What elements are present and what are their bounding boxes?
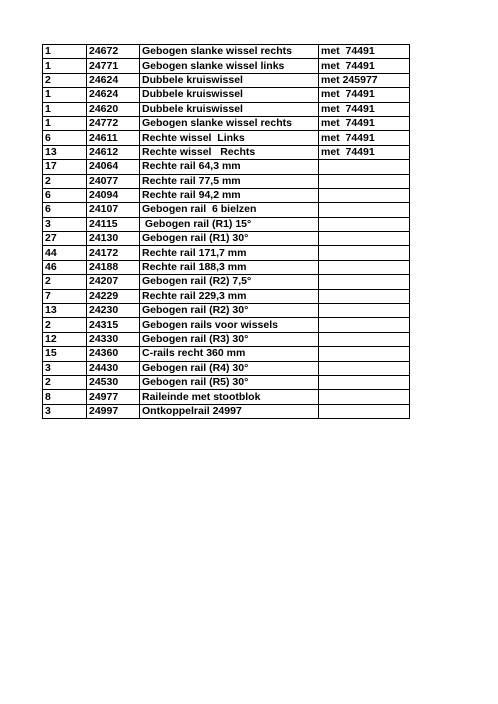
article-number-cell: 24315 bbox=[87, 318, 140, 332]
table-row bbox=[43, 332, 410, 346]
note-cell: met 245977 bbox=[319, 73, 410, 87]
quantity-cell: 6 bbox=[43, 188, 87, 202]
article-number-cell: 24230 bbox=[87, 304, 140, 318]
quantity-cell: 2 bbox=[43, 174, 87, 188]
note-cell bbox=[319, 160, 410, 174]
article-number-cell: 24115 bbox=[87, 217, 140, 231]
description-cell: Dubbele kruiswissel bbox=[140, 102, 319, 116]
quantity-cell: 44 bbox=[43, 246, 87, 260]
description-cell: Gebogen rail (R3) 30° bbox=[140, 332, 319, 346]
quantity-cell: 3 bbox=[43, 404, 87, 418]
quantity-cell: 13 bbox=[43, 145, 87, 159]
quantity-cell: 3 bbox=[43, 361, 87, 375]
quantity-cell: 12 bbox=[43, 332, 87, 346]
description-cell: Gebogen slanke wissel rechts bbox=[140, 45, 319, 59]
description-cell: Rechte rail 229,3 mm bbox=[140, 289, 319, 303]
article-number-cell: 24771 bbox=[87, 59, 140, 73]
quantity-cell: 1 bbox=[43, 88, 87, 102]
table-row bbox=[43, 88, 410, 102]
table-row bbox=[43, 289, 410, 303]
note-cell bbox=[319, 390, 410, 404]
note-cell: met 74491 bbox=[319, 102, 410, 116]
article-number-cell: 24130 bbox=[87, 232, 140, 246]
article-number-cell: 24330 bbox=[87, 332, 140, 346]
article-number-cell: 24172 bbox=[87, 246, 140, 260]
quantity-cell: 13 bbox=[43, 304, 87, 318]
parts-sheet bbox=[42, 44, 410, 419]
description-cell: Rechte rail 64,3 mm bbox=[140, 160, 319, 174]
note-cell bbox=[319, 375, 410, 389]
note-cell: met 74491 bbox=[319, 59, 410, 73]
table-row bbox=[43, 347, 410, 361]
description-cell: Gebogen rails voor wissels bbox=[140, 318, 319, 332]
note-cell bbox=[319, 232, 410, 246]
article-number-cell: 24611 bbox=[87, 131, 140, 145]
table-row bbox=[43, 203, 410, 217]
table-row bbox=[43, 390, 410, 404]
table-row bbox=[43, 232, 410, 246]
quantity-cell: 3 bbox=[43, 217, 87, 231]
quantity-cell: 2 bbox=[43, 275, 87, 289]
note-cell bbox=[319, 174, 410, 188]
description-cell: Rechte rail 77,5 mm bbox=[140, 174, 319, 188]
description-cell: Dubbele kruiswissel bbox=[140, 73, 319, 87]
article-number-cell: 24672 bbox=[87, 45, 140, 59]
table-row bbox=[43, 131, 410, 145]
description-cell: Rechte rail 171,7 mm bbox=[140, 246, 319, 260]
table-row bbox=[43, 73, 410, 87]
note-cell bbox=[319, 260, 410, 274]
quantity-cell: 17 bbox=[43, 160, 87, 174]
article-number-cell: 24107 bbox=[87, 203, 140, 217]
article-number-cell: 24188 bbox=[87, 260, 140, 274]
note-cell bbox=[319, 275, 410, 289]
description-cell: Gebogen rail (R5) 30° bbox=[140, 375, 319, 389]
parts-table-body bbox=[43, 45, 410, 419]
quantity-cell: 2 bbox=[43, 318, 87, 332]
description-cell: Rechte rail 188,3 mm bbox=[140, 260, 319, 274]
table-row bbox=[43, 217, 410, 231]
table-row bbox=[43, 188, 410, 202]
table-row bbox=[43, 246, 410, 260]
table-row bbox=[43, 116, 410, 130]
quantity-cell: 46 bbox=[43, 260, 87, 274]
note-cell bbox=[319, 217, 410, 231]
table-row bbox=[43, 304, 410, 318]
table-row bbox=[43, 260, 410, 274]
parts-table bbox=[42, 44, 410, 419]
description-cell: Gebogen rail (R2) 30° bbox=[140, 304, 319, 318]
quantity-cell: 8 bbox=[43, 390, 87, 404]
quantity-cell: 6 bbox=[43, 131, 87, 145]
quantity-cell: 15 bbox=[43, 347, 87, 361]
table-row bbox=[43, 59, 410, 73]
description-cell: Gebogen rail (R1) 30° bbox=[140, 232, 319, 246]
description-cell: Rechte wissel Rechts bbox=[140, 145, 319, 159]
table-row bbox=[43, 145, 410, 159]
article-number-cell: 24620 bbox=[87, 102, 140, 116]
description-cell: Ontkoppelrail 24997 bbox=[140, 404, 319, 418]
note-cell bbox=[319, 203, 410, 217]
note-cell bbox=[319, 246, 410, 260]
quantity-cell: 6 bbox=[43, 203, 87, 217]
note-cell: met 74491 bbox=[319, 116, 410, 130]
note-cell: met 74491 bbox=[319, 45, 410, 59]
article-number-cell: 24430 bbox=[87, 361, 140, 375]
article-number-cell: 24624 bbox=[87, 88, 140, 102]
note-cell: met 74491 bbox=[319, 88, 410, 102]
quantity-cell: 2 bbox=[43, 375, 87, 389]
quantity-cell: 1 bbox=[43, 116, 87, 130]
note-cell: met 74491 bbox=[319, 145, 410, 159]
note-cell bbox=[319, 304, 410, 318]
quantity-cell: 1 bbox=[43, 59, 87, 73]
article-number-cell: 24064 bbox=[87, 160, 140, 174]
description-cell: Gebogen rail (R1) 15° bbox=[140, 217, 319, 231]
article-number-cell: 24612 bbox=[87, 145, 140, 159]
article-number-cell: 24360 bbox=[87, 347, 140, 361]
description-cell: Gebogen rail (R4) 30° bbox=[140, 361, 319, 375]
note-cell bbox=[319, 347, 410, 361]
note-cell bbox=[319, 289, 410, 303]
article-number-cell: 24094 bbox=[87, 188, 140, 202]
description-cell: C-rails recht 360 mm bbox=[140, 347, 319, 361]
description-cell: Gebogen rail 6 bielzen bbox=[140, 203, 319, 217]
note-cell bbox=[319, 404, 410, 418]
quantity-cell: 1 bbox=[43, 45, 87, 59]
quantity-cell: 27 bbox=[43, 232, 87, 246]
table-row bbox=[43, 318, 410, 332]
table-row bbox=[43, 102, 410, 116]
note-cell bbox=[319, 361, 410, 375]
table-row bbox=[43, 160, 410, 174]
table-row bbox=[43, 404, 410, 418]
article-number-cell: 24229 bbox=[87, 289, 140, 303]
description-cell: Raileinde met stootblok bbox=[140, 390, 319, 404]
note-cell: met 74491 bbox=[319, 131, 410, 145]
quantity-cell: 7 bbox=[43, 289, 87, 303]
quantity-cell: 1 bbox=[43, 102, 87, 116]
description-cell: Dubbele kruiswissel bbox=[140, 88, 319, 102]
description-cell: Gebogen rail (R2) 7,5° bbox=[140, 275, 319, 289]
table-row bbox=[43, 375, 410, 389]
note-cell bbox=[319, 318, 410, 332]
description-cell: Rechte rail 94,2 mm bbox=[140, 188, 319, 202]
article-number-cell: 24997 bbox=[87, 404, 140, 418]
article-number-cell: 24772 bbox=[87, 116, 140, 130]
note-cell bbox=[319, 332, 410, 346]
article-number-cell: 24077 bbox=[87, 174, 140, 188]
description-cell: Rechte wissel Links bbox=[140, 131, 319, 145]
description-cell: Gebogen slanke wissel rechts bbox=[140, 116, 319, 130]
table-row bbox=[43, 45, 410, 59]
table-row bbox=[43, 174, 410, 188]
description-cell: Gebogen slanke wissel links bbox=[140, 59, 319, 73]
note-cell bbox=[319, 188, 410, 202]
table-row bbox=[43, 361, 410, 375]
article-number-cell: 24530 bbox=[87, 375, 140, 389]
article-number-cell: 24207 bbox=[87, 275, 140, 289]
article-number-cell: 24624 bbox=[87, 73, 140, 87]
table-row bbox=[43, 275, 410, 289]
quantity-cell: 2 bbox=[43, 73, 87, 87]
article-number-cell: 24977 bbox=[87, 390, 140, 404]
